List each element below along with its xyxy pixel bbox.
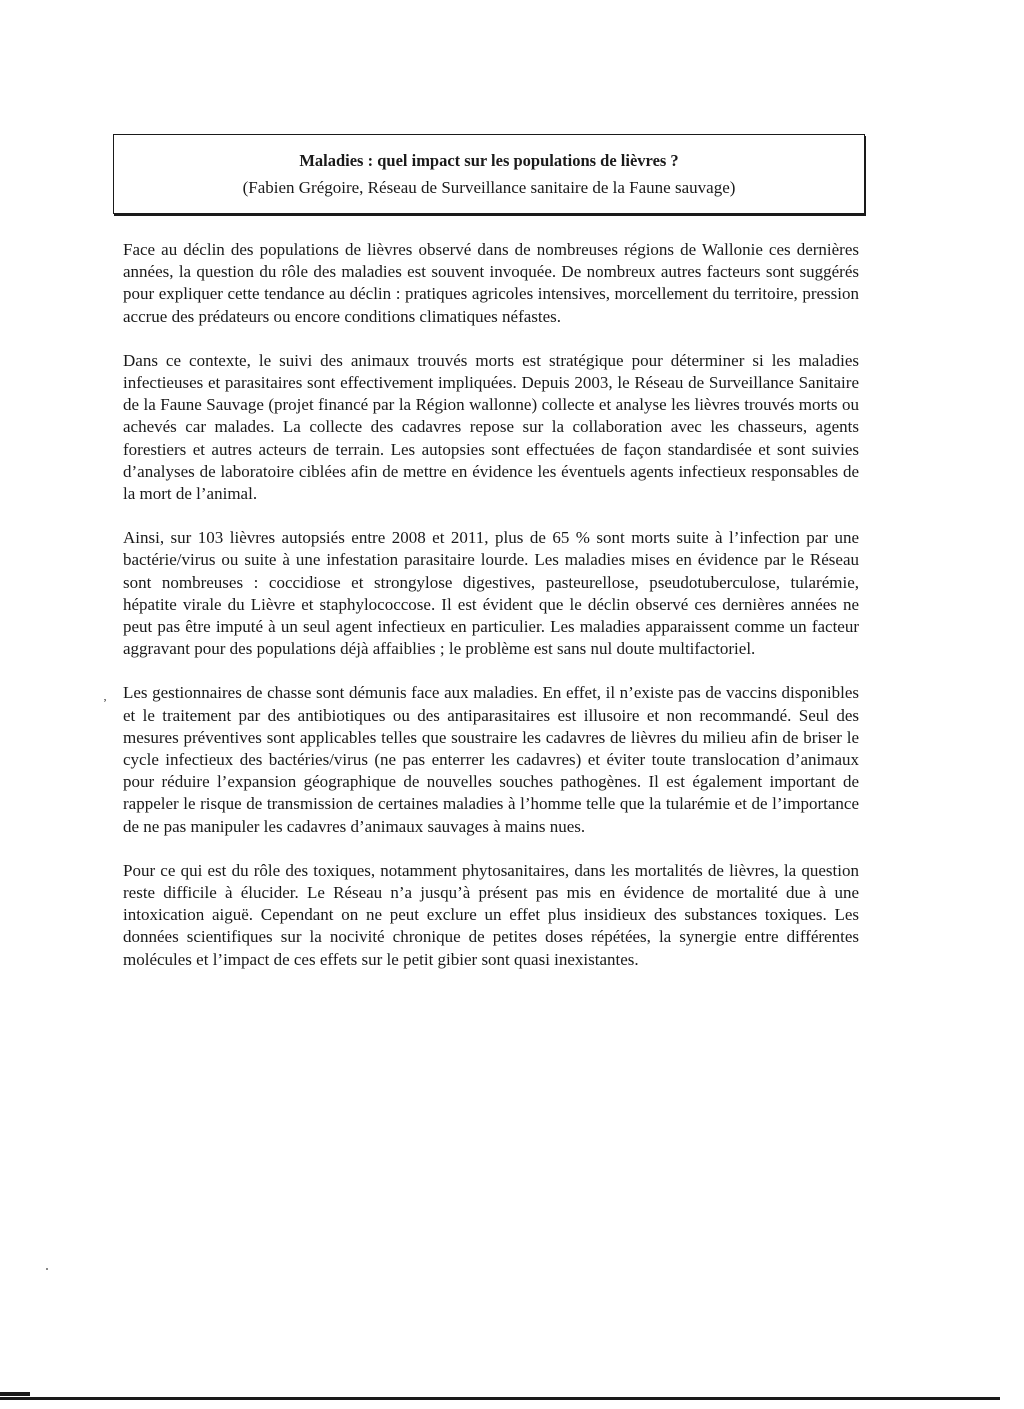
paragraph-toxics: Pour ce qui est du rôle des toxiques, notamment phytosanitaires, dans les mortalités de lièvres, la question reste difficile à élucider. Le Réseau n’a jusqu’à présent pas mis en évidence de mortalité due à une intoxication aiguë. Cependant on ne peut exclure un effet plus insidieux des substances toxiques. Les données scientifiques sur la nocivité chronique de petites doses répétées, la synergie entre différentes molécules et l’impact de ces effets sur le petit gibier sont quasi inexistantes.: [123, 860, 859, 969]
scan-edge-bottom: [0, 1397, 1000, 1400]
paragraph-results: Ainsi, sur 103 lièvres autopsiés entre 2008 et 2011, plus de 65 % sont morts suite à l’infection par une bactérie/virus ou suite à une infestation parasitaire lourde. Les maladies mises en évidence par le Réseau sont nombreuses : coccidiose et strongylose digestives, pasteurellose, pseudotuberculose, tularémie, hépatite virale du Lièvre et staphylococcose. Il est évident que le déclin observé ces dernières années ne peut pas être imputé à un seul agent infectieux en particulier. Les maladies apparaissent comme un facteur aggravant pour des populations déjà affaiblies ; le problème est sans nul doute multifactoriel.: [123, 528, 859, 659]
document-title: Maladies : quel impact sur les populations de lièvres ?: [299, 151, 679, 170]
document-body: [123, 239, 859, 993]
paragraph-intro: Face au déclin des populations de lièvres observé dans de nombreuses régions de Wallonie ces dernières années, la question du rôle des maladies est souvent invoquée. De nombreux autres facteurs sont suggérés pour expliquer cette tendance au déclin : pratiques agricoles intensives, morcellement du territoire, pression accrue des prédateurs ou encore conditions climatiques néfastes.: [123, 240, 859, 326]
scan-speck: [46, 1268, 48, 1270]
margin-mark: ‚: [103, 689, 107, 703]
title-box: [113, 134, 865, 214]
author-line: (Fabien Grégoire, Réseau de Surveillance sanitaire de la Faune sauvage): [242, 178, 736, 197]
scan-edge-left: [0, 1392, 30, 1396]
paragraph-context: Dans ce contexte, le suivi des animaux trouvés morts est stratégique pour déterminer si les maladies infectieuses et parasitaires sont effectivement impliquées. Depuis 2003, le Réseau de Surveillance Sanitaire de la Faune Sauvage (projet financé par la Région wallonne) collecte et analyse les lièvres trouvés morts ou achevés car malades. La collecte des cadavres repose sur la collaboration avec les chasseurs, agents forestiers et autres acteurs de terrain. Les autopsies sont effectuées de façon standardisée et sont suivies d’analyses de laboratoire ciblées afin de mettre en évidence les éventuels agents infectieux responsables de la mort de l’animal.: [123, 350, 859, 504]
paragraph-management: Les gestionnaires de chasse sont démunis face aux maladies. En effet, il n’existe pas de vaccins disponibles et le traitement par des antibiotiques ou des antiparasitaires est illusoire et non recommandé. Seul des mesures préventives sont applicables telles que soustraire les cadavres de lièvres du milieu afin de briser le cycle infectieux des bactéries/virus (ne pas enterrer les cadavres) et éviter toute translocation d’animaux pour réduire l’expansion géographique de nouvelles souches pathogènes. Il est également important de rappeler le risque de transmission de certaines maladies à l’homme telle que la tularémie et de l’importance de ne pas manipuler les cadavres d’animaux sauvages à mains nues.: [123, 683, 859, 836]
